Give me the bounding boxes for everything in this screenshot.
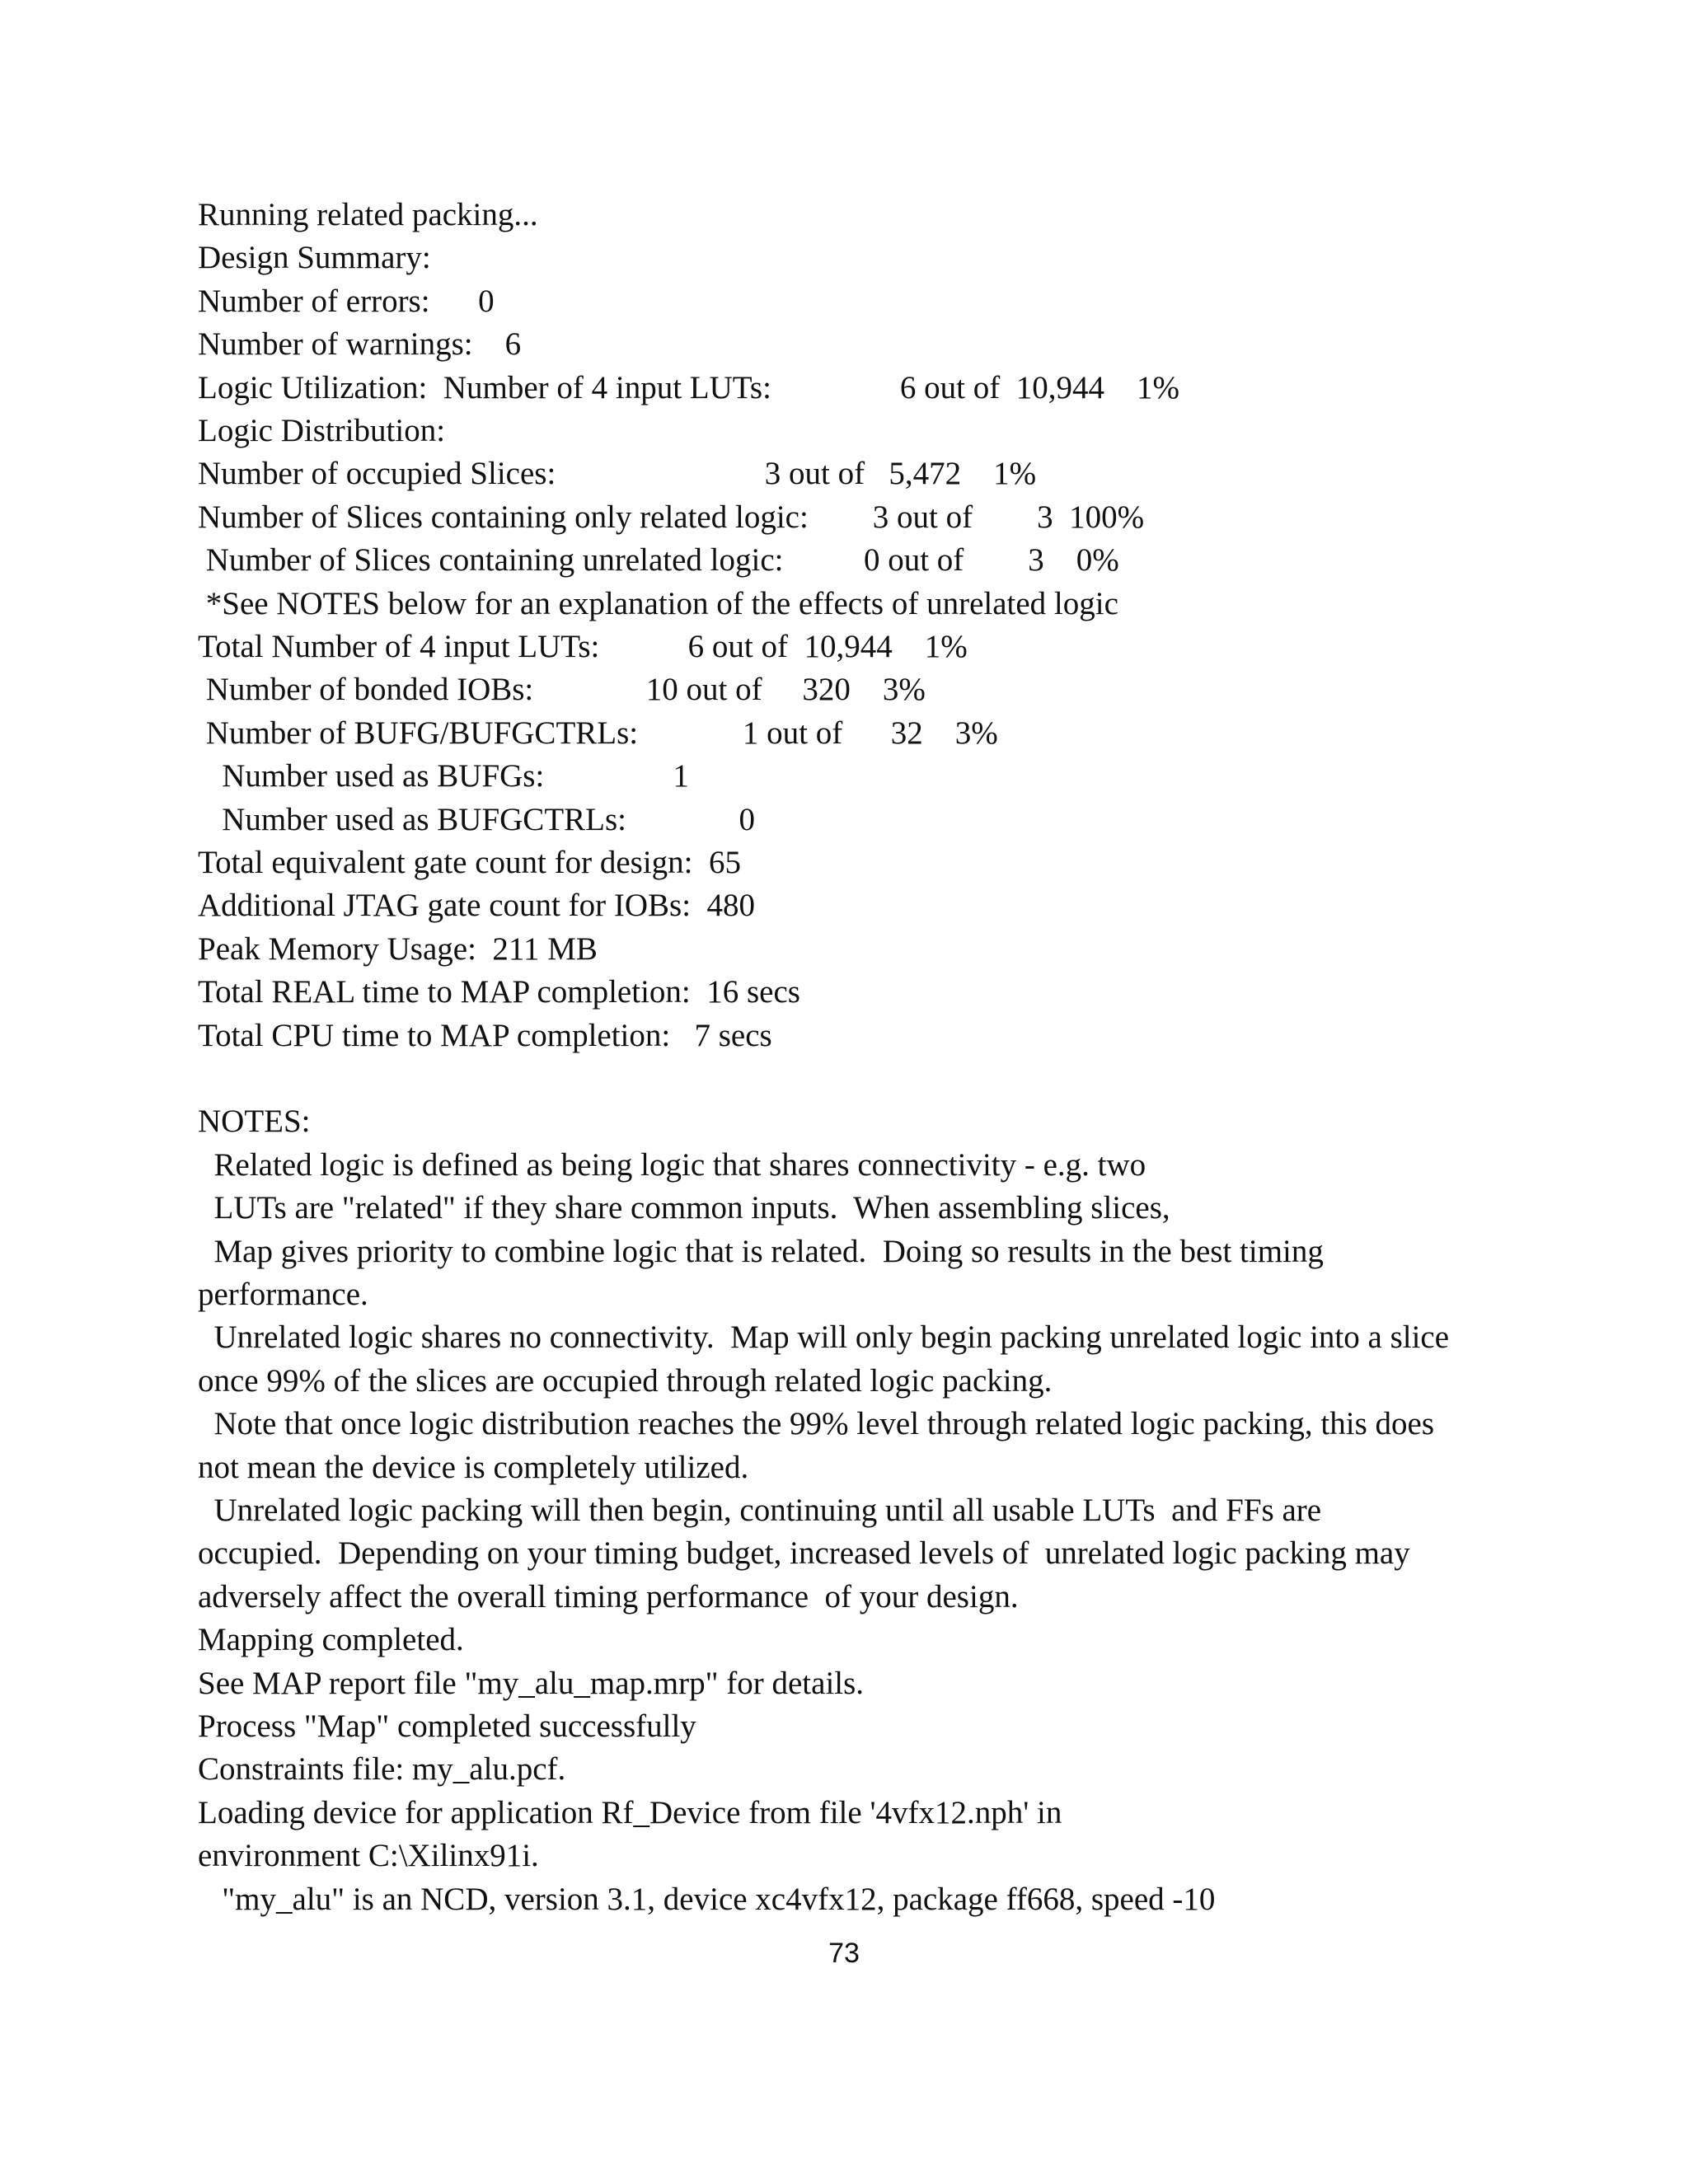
document-line: performance. <box>198 1277 368 1312</box>
document-line: Total CPU time to MAP completion: 7 secs <box>198 1018 772 1053</box>
document-line: Related logic is defined as being logic that shares connectivity - e.g. two <box>198 1147 1146 1183</box>
document-line: once 99% of the slices are occupied through related logic packing. <box>198 1363 1053 1399</box>
document-line: Peak Memory Usage: 211 MB <box>198 931 598 967</box>
document-line: not mean the device is completely utilized. <box>198 1450 749 1485</box>
document-line: Number used as BUFGCTRLs: 0 <box>198 802 755 837</box>
document-line: Number of errors: 0 <box>198 284 495 319</box>
document-line: Additional JTAG gate count for IOBs: 480 <box>198 888 756 923</box>
document-line: Running related packing... <box>198 197 538 232</box>
document-line: Design Summary: <box>198 240 431 275</box>
document-line: Number used as BUFGs: 1 <box>198 758 689 794</box>
document-line: Process "Map" completed successfully <box>198 1708 696 1744</box>
document-line: *See NOTES below for an explanation of the effects of unrelated logic <box>198 586 1118 621</box>
document-line: Number of BUFG/BUFGCTRLs: 1 out of 32 3% <box>198 715 998 751</box>
document-line: Number of warnings: 6 <box>198 326 522 362</box>
document-line: Number of occupied Slices: 3 out of 5,472 1% <box>198 456 1037 491</box>
document-line: occupied. Depending on your timing budget, increased levels of unrelated logic packing may <box>198 1535 1410 1571</box>
document-line: Constraints file: my_alu.pcf. <box>198 1751 566 1787</box>
document-line: Note that once logic distribution reaches the 99% level through related logic packing, this does <box>198 1406 1434 1441</box>
document-line: adversely affect the overall timing performance of your design. <box>198 1579 1019 1615</box>
document-line: Total equivalent gate count for design: 65 <box>198 845 742 880</box>
document-line: Total REAL time to MAP completion: 16 secs <box>198 974 800 1010</box>
document-line: Mapping completed. <box>198 1622 464 1657</box>
document-line: See MAP report file "my_alu_map.mrp" for details. <box>198 1666 865 1701</box>
document-line: Total Number of 4 input LUTs: 6 out of 10,944 1% <box>198 629 968 664</box>
document-line: Loading device for application Rf_Device from file '4vfx12.nph' in <box>198 1795 1062 1830</box>
document-line: Unrelated logic shares no connectivity. Map will only begin packing unrelated logic into a slice <box>198 1319 1450 1355</box>
document-line: Logic Distribution: <box>198 413 446 448</box>
document-line: Number of Slices containing only related logic: 3 out of 3 100% <box>198 499 1145 535</box>
document-line: Map gives priority to combine logic that is related. Doing so results in the best timing <box>198 1234 1324 1269</box>
document-line: NOTES: <box>198 1104 311 1139</box>
document-line: Number of bonded IOBs: 10 out of 320 3% <box>198 672 926 707</box>
document-line: environment C:\Xilinx91i. <box>198 1838 539 1873</box>
document-line: Logic Utilization: Number of 4 input LUTs: 6 out of 10,944 1% <box>198 370 1179 405</box>
document-line: Unrelated logic packing will then begin, continuing until all usable LUTs and FFs are <box>198 1493 1322 1528</box>
document-line: Number of Slices containing unrelated logic: 0 out of 3 0% <box>198 542 1119 578</box>
page-number: 73 <box>828 1938 860 1969</box>
document-line: "my_alu" is an NCD, version 3.1, device xc4vfx12, package ff668, speed -10 <box>198 1882 1216 1917</box>
document-line: LUTs are "related" if they share common inputs. When assembling slices, <box>198 1190 1170 1226</box>
